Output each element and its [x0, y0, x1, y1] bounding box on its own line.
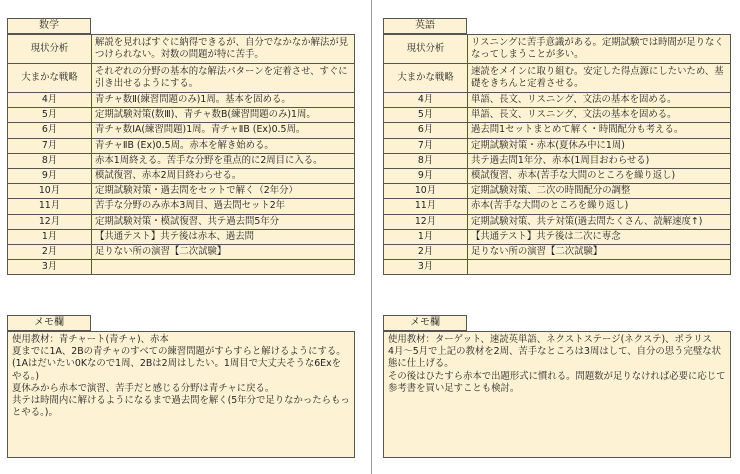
table-row — [384, 244, 731, 259]
month-label: 2月 — [8, 244, 92, 259]
row-content: リスニングに苦手意識がある。定期試験では時間が足りなくなってしまうことが多い。 — [468, 35, 731, 64]
month-label: 8月 — [8, 153, 92, 168]
month-content: 苦手な分野のみ赤本3周目、過去問セット2年 — [92, 199, 355, 214]
month-content: 定期試験対策・赤本(夏休み中に1周) — [468, 138, 731, 153]
month-label: 1月 — [384, 229, 468, 244]
english-plan-table — [383, 34, 731, 275]
month-label: 11月 — [384, 199, 468, 214]
month-content: 青チャ数ⅠA(練習問題)1周。青チャⅡB (Ex)0.5周。 — [92, 123, 355, 138]
month-content: 足りない所の演習【二次試験】 — [468, 244, 731, 259]
table-row — [384, 64, 731, 93]
month-label: 6月 — [384, 123, 468, 138]
table-row — [384, 138, 731, 153]
month-label: 9月 — [384, 168, 468, 183]
english-memo-box[interactable] — [383, 331, 731, 458]
month-label: 3月 — [8, 260, 92, 275]
table-row — [8, 184, 355, 199]
month-content: 【共通テスト】共テ後は二次に専念 — [468, 229, 731, 244]
table-row — [384, 199, 731, 214]
memo-line: 4月〜5月で上記の教材を2周、苦手なところは3周はして、自分の思う完璧な状態に仕上げる。 — [388, 346, 722, 370]
table-row — [8, 93, 355, 108]
month-label: 12月 — [384, 214, 468, 229]
row-label: 大まかな戦略 — [8, 64, 92, 93]
month-content: 定期試験対策・過去問をセットで解く（2年分） — [92, 184, 355, 199]
month-label: 10月 — [8, 184, 92, 199]
table-row — [8, 123, 355, 138]
month-label: 9月 — [8, 168, 92, 183]
math-memo-box[interactable] — [7, 331, 355, 458]
month-content: 足りない所の演習【二次試験】 — [92, 244, 355, 259]
memo-line: 使用教材：ターゲット、速読英単語、ネクストステージ(ネクステ)、ポラリス — [388, 334, 712, 345]
month-label: 11月 — [8, 199, 92, 214]
table-row — [8, 153, 355, 168]
month-label: 4月 — [384, 93, 468, 108]
math-plan-table — [7, 34, 355, 275]
table-row — [8, 64, 355, 93]
memo-line: 夏休みから赤本で演習、苦手だと感じる分野は青チャに戻る。 — [12, 382, 275, 394]
month-content: 模試復習、赤本2周目終わらせる。 — [92, 168, 355, 183]
memo-line: 共テは時間内に解けるようになるまで過去問を解く(5年分で足りなかったらもっとやる。)。 — [12, 395, 350, 419]
table-row — [8, 199, 355, 214]
table-row — [8, 108, 355, 123]
month-label: 7月 — [384, 138, 468, 153]
row-content: 速読をメインに取り組む。安定した得点源にしたいため、基礎をきちんと定着させる。 — [468, 64, 731, 93]
table-row — [8, 260, 355, 275]
month-label: 3月 — [384, 260, 468, 275]
table-row — [8, 35, 355, 64]
table-row — [8, 168, 355, 183]
month-content: 赤本1周終える。苦手な分野を重点的に2周目に入る。 — [92, 153, 355, 168]
month-label: 8月 — [384, 153, 468, 168]
table-row — [384, 168, 731, 183]
table-row — [384, 93, 731, 108]
table-row — [384, 229, 731, 244]
month-content: 過去問1セットまとめて解く・時間配分も考える。 — [468, 123, 731, 138]
month-label: 5月 — [8, 108, 92, 123]
math-memo-title: メモ欄 — [7, 315, 91, 331]
month-content: 定期試験対策、共テ対策(過去問たくさん、読解速度↑) — [468, 214, 731, 229]
table-row — [8, 214, 355, 229]
month-label: 7月 — [8, 138, 92, 153]
month-content: 赤本(苦手な大問のところを繰り返し) — [468, 199, 731, 214]
center-divider — [371, 0, 372, 474]
row-label: 現状分析 — [8, 35, 92, 64]
table-row — [384, 184, 731, 199]
month-content — [92, 260, 355, 275]
month-label: 2月 — [384, 244, 468, 259]
month-content: 【共通テスト】共テ後は赤本、過去問 — [92, 229, 355, 244]
month-content: 単語、長文、リスニング、文法の基本を固める。 — [468, 93, 731, 108]
month-label: 6月 — [8, 123, 92, 138]
month-content: 定期試験対策(数Ⅲ)、青チャ数B(練習問題のみ)1周。 — [92, 108, 355, 123]
table-row — [384, 123, 731, 138]
table-row — [384, 108, 731, 123]
table-row — [8, 244, 355, 259]
month-content — [468, 260, 731, 275]
month-content: 単語、長文、リスニング、文法の基本を固める。 — [468, 108, 731, 123]
memo-line: 使用教材：青チャート(青チャ)、赤本 — [12, 334, 169, 345]
row-label: 大まかな戦略 — [384, 64, 468, 93]
table-row — [8, 229, 355, 244]
table-row — [384, 214, 731, 229]
month-label: 5月 — [384, 108, 468, 123]
row-content: それぞれの分野の基本的な解法パターンを定着させ、すぐに引き出せるようにする。 — [92, 64, 355, 93]
memo-line: 夏までに1A、2Bの青チャのすべての練習問題がすらすらと解けるようにする。(1Aはだいたい0Kなので1周、2Bは2周はしたい。1周目で大丈夫そうな6Exをやる。) — [12, 346, 346, 382]
memo-line: その後はひたすら赤本で出題形式に慣れる。問題数が足りなければ必要に応じて参考書を買い足すことも検討。 — [388, 370, 726, 394]
month-label: 4月 — [8, 93, 92, 108]
table-row — [384, 153, 731, 168]
month-content: 模試復習、赤本(苦手な大問のところを繰り返し) — [468, 168, 731, 183]
month-label: 10月 — [384, 184, 468, 199]
table-row — [8, 138, 355, 153]
math-subject-label: 数学 — [7, 18, 91, 34]
month-content: 定期試験対策・模試復習、共テ過去問5年分 — [92, 214, 355, 229]
month-content: 青チャ数Ⅱ(練習問題のみ)1周。基本を固める。 — [92, 93, 355, 108]
month-content: 青チャⅡB (Ex)0.5周。赤本を解き始める。 — [92, 138, 355, 153]
month-label: 12月 — [8, 214, 92, 229]
month-label: 1月 — [8, 229, 92, 244]
table-row — [384, 260, 731, 275]
row-content: 解説を見ればすぐに納得できるが、自分でなかなか解法が見つけられない。対数の問題が特に苦手。 — [92, 35, 355, 64]
table-row — [384, 35, 731, 64]
month-content: 定期試験対策、二次の時間配分の調整 — [468, 184, 731, 199]
row-label: 現状分析 — [384, 35, 468, 64]
month-content: 共テ過去問1年分、赤本(1周目おわらせる) — [468, 153, 731, 168]
english-subject-label: 英語 — [383, 18, 467, 34]
english-memo-title: メモ欄 — [383, 315, 467, 331]
